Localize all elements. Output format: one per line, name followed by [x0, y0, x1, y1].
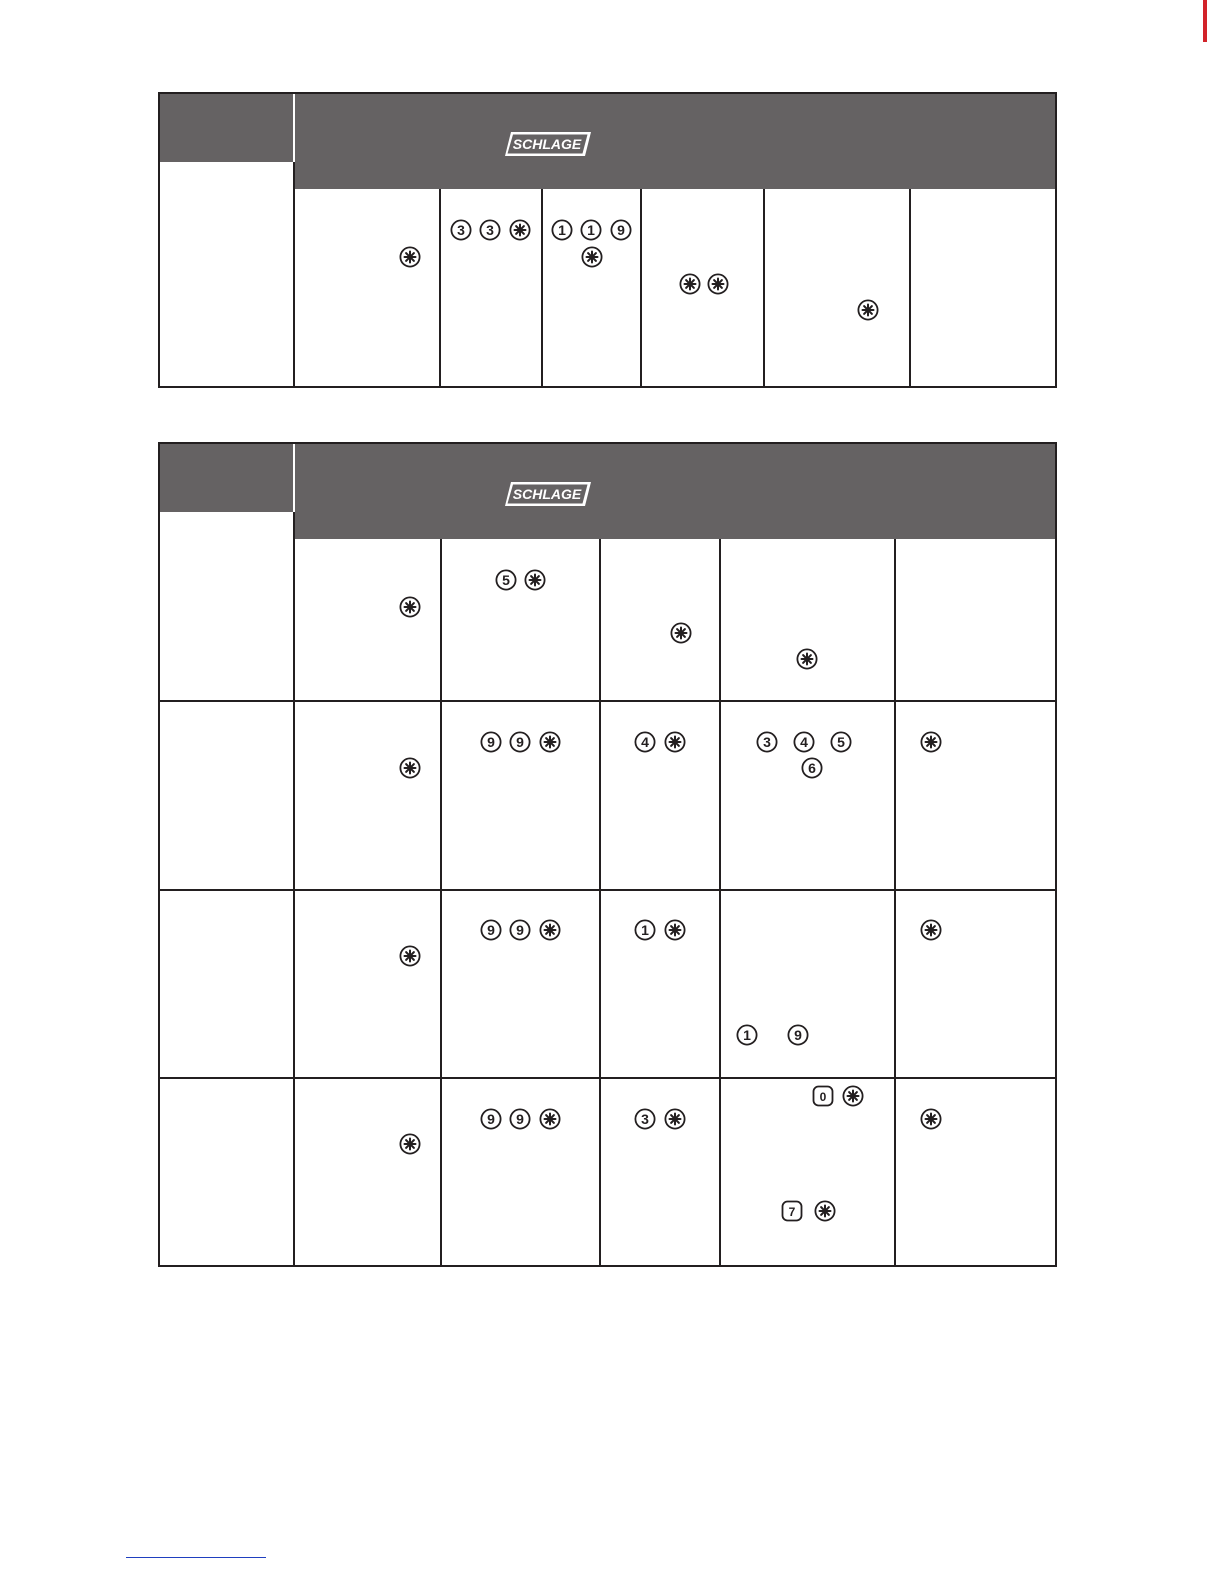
- digit-1-key-icon: [580, 219, 602, 241]
- svg-text:4: 4: [641, 734, 649, 750]
- table-1-column-header-band: [295, 162, 1055, 189]
- svg-text:6: 6: [808, 760, 816, 776]
- digit-6-key-icon: [801, 757, 823, 779]
- t1-col-divider: [439, 189, 441, 388]
- programming-table-1: [158, 92, 1057, 388]
- svg-text:3: 3: [457, 222, 465, 238]
- svg-text:9: 9: [794, 1027, 802, 1043]
- table-2-column-header-band: [295, 512, 1055, 539]
- t1-col-divider: [909, 189, 911, 388]
- t1-col-divider: [293, 162, 295, 388]
- star-key-icon: [920, 919, 942, 941]
- svg-text:5: 5: [837, 734, 845, 750]
- star-key-icon: [399, 945, 421, 967]
- svg-text:1: 1: [641, 922, 649, 938]
- digit-9-key-icon: [480, 1108, 502, 1130]
- t2-row-divider: [160, 889, 1055, 891]
- digit-3-key-icon: [634, 1108, 656, 1130]
- schlage-logo: [501, 480, 595, 513]
- t2-col-divider: [894, 539, 896, 1267]
- star-key-icon: [707, 273, 729, 295]
- star-key-icon: [399, 1133, 421, 1155]
- svg-text:9: 9: [487, 734, 495, 750]
- digit-9-key-icon: [509, 731, 531, 753]
- svg-text:3: 3: [486, 222, 494, 238]
- footer-link-underline[interactable]: [126, 1557, 266, 1558]
- t1-col-divider: [541, 189, 543, 388]
- digit-9-key-icon: [610, 219, 632, 241]
- t1-col-divider: [640, 189, 642, 388]
- t2-col-divider: [599, 539, 601, 1267]
- svg-text:5: 5: [502, 572, 510, 588]
- star-key-icon: [399, 757, 421, 779]
- svg-text:1: 1: [743, 1027, 751, 1043]
- star-key-icon: [842, 1085, 864, 1107]
- table-2-header-divider: [293, 444, 295, 512]
- t2-col-divider: [719, 539, 721, 1267]
- digit-9-key-icon: [480, 731, 502, 753]
- digit-1-key-icon: [736, 1024, 758, 1046]
- star-key-icon: [539, 919, 561, 941]
- svg-text:3: 3: [641, 1111, 649, 1127]
- star-key-icon: [920, 1108, 942, 1130]
- digit-9-key-icon: [787, 1024, 809, 1046]
- digit-3-key-icon: [756, 731, 778, 753]
- digit-5-key-icon: [495, 569, 517, 591]
- star-key-icon: [664, 731, 686, 753]
- svg-text:9: 9: [487, 922, 495, 938]
- svg-text:9: 9: [516, 1111, 524, 1127]
- digit-5-key-icon: [830, 731, 852, 753]
- svg-text:9: 9: [487, 1111, 495, 1127]
- star-key-icon: [796, 648, 818, 670]
- digit-9-key-icon: [509, 1108, 531, 1130]
- digit-0-key-icon: [812, 1085, 834, 1107]
- star-key-icon: [539, 731, 561, 753]
- t2-row-divider: [160, 700, 1055, 702]
- star-key-icon: [857, 299, 879, 321]
- star-key-icon: [509, 219, 531, 241]
- schlage-logo-text: SCHLAGE: [512, 486, 582, 502]
- star-key-icon: [399, 596, 421, 618]
- star-key-icon: [679, 273, 701, 295]
- svg-text:0: 0: [819, 1090, 827, 1104]
- t2-row-divider: [160, 1077, 1055, 1079]
- svg-text:3: 3: [763, 734, 771, 750]
- star-key-icon: [399, 246, 421, 268]
- t1-col-divider: [763, 189, 765, 388]
- schlage-logo: [501, 130, 595, 163]
- digit-1-key-icon: [634, 919, 656, 941]
- svg-text:1: 1: [558, 222, 566, 238]
- star-key-icon: [670, 622, 692, 644]
- svg-text:9: 9: [516, 734, 524, 750]
- star-key-icon: [539, 1108, 561, 1130]
- star-key-icon: [524, 569, 546, 591]
- star-key-icon: [920, 731, 942, 753]
- digit-3-key-icon: [479, 219, 501, 241]
- svg-text:4: 4: [800, 734, 808, 750]
- table-1-header-divider: [293, 94, 295, 162]
- digit-9-key-icon: [509, 919, 531, 941]
- page-edge-accent: [1203, 0, 1207, 42]
- star-key-icon: [814, 1200, 836, 1222]
- svg-text:9: 9: [516, 922, 524, 938]
- star-key-icon: [664, 1108, 686, 1130]
- t2-col-divider: [440, 539, 442, 1267]
- digit-9-key-icon: [480, 919, 502, 941]
- digit-1-key-icon: [551, 219, 573, 241]
- digit-4-key-icon: [634, 731, 656, 753]
- digit-4-key-icon: [793, 731, 815, 753]
- schlage-logo-text: SCHLAGE: [512, 136, 582, 152]
- digit-7-key-icon: [781, 1200, 803, 1222]
- svg-text:7: 7: [788, 1205, 796, 1219]
- svg-text:1: 1: [587, 222, 595, 238]
- star-key-icon: [581, 246, 603, 268]
- svg-text:9: 9: [617, 222, 625, 238]
- digit-3-key-icon: [450, 219, 472, 241]
- star-key-icon: [664, 919, 686, 941]
- programming-table-2: [158, 442, 1057, 1267]
